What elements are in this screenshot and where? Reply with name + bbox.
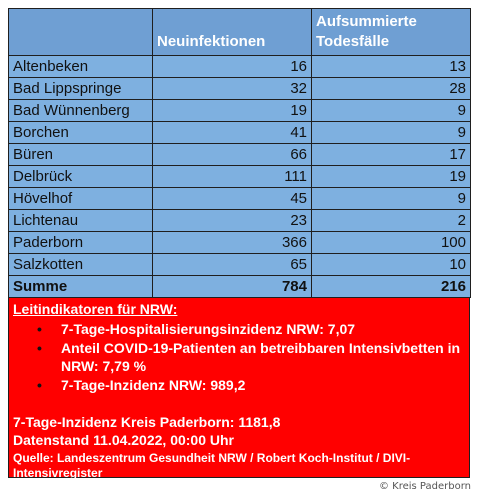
indicator-box bbox=[8, 298, 470, 478]
report-container bbox=[8, 8, 470, 478]
deaths-value: 19 bbox=[312, 166, 471, 188]
indicator-heading: Leitindikatoren für NRW: bbox=[13, 301, 178, 317]
table-row bbox=[9, 166, 471, 188]
indicator-list bbox=[13, 320, 465, 394]
deaths-value: 2 bbox=[312, 210, 471, 232]
table-row bbox=[9, 210, 471, 232]
municipality-name: Salzkotten bbox=[9, 254, 153, 276]
list-item: • 7-Tage-Hospitalisierungsinzidenz NRW: 7,07 bbox=[61, 320, 465, 338]
new-infections-value: 111 bbox=[153, 166, 312, 188]
new-infections-value: 65 bbox=[153, 254, 312, 276]
table-row bbox=[9, 188, 471, 210]
deaths-value: 28 bbox=[312, 78, 471, 100]
municipality-name: Paderborn bbox=[9, 232, 153, 254]
district-incidence: 7-Tage-Inzidenz Kreis Paderborn: 1181,8 bbox=[13, 414, 281, 430]
municipality-name: Bad Lippspringe bbox=[9, 78, 153, 100]
table-row bbox=[9, 100, 471, 122]
deaths-value: 9 bbox=[312, 100, 471, 122]
new-infections-value: 41 bbox=[153, 122, 312, 144]
sum-deaths: 216 bbox=[312, 276, 471, 298]
header-total-deaths: Aufsummierte Todesfälle bbox=[312, 9, 471, 56]
deaths-value: 9 bbox=[312, 188, 471, 210]
data-timestamp: Datenstand 11.04.2022, 00:00 Uhr bbox=[13, 432, 235, 448]
new-infections-value: 366 bbox=[153, 232, 312, 254]
deaths-value: 17 bbox=[312, 144, 471, 166]
table-header-row bbox=[9, 9, 471, 56]
deaths-value: 9 bbox=[312, 122, 471, 144]
table-row bbox=[9, 78, 471, 100]
table-row bbox=[9, 254, 471, 276]
new-infections-value: 16 bbox=[153, 56, 312, 78]
sum-new-infections: 784 bbox=[153, 276, 312, 298]
municipality-name: Büren bbox=[9, 144, 153, 166]
new-infections-value: 45 bbox=[153, 188, 312, 210]
municipality-name: Hövelhof bbox=[9, 188, 153, 210]
municipality-name: Altenbeken bbox=[9, 56, 153, 78]
municipality-name: Borchen bbox=[9, 122, 153, 144]
municipality-name: Bad Wünnenberg bbox=[9, 100, 153, 122]
table-row bbox=[9, 122, 471, 144]
sum-label: Summe bbox=[9, 276, 153, 298]
deaths-value: 100 bbox=[312, 232, 471, 254]
table-row bbox=[9, 232, 471, 254]
header-new-infections: Neuinfektionen bbox=[153, 9, 312, 56]
source-note: Quelle: Landeszentrum Gesundheit NRW / Robert Koch-Institut / DIVI-Intensivregister bbox=[13, 451, 411, 480]
list-item: • 7-Tage-Inzidenz NRW: 989,2 bbox=[61, 376, 465, 394]
table-sum-row bbox=[9, 276, 471, 298]
new-infections-value: 66 bbox=[153, 144, 312, 166]
deaths-value: 10 bbox=[312, 254, 471, 276]
new-infections-value: 19 bbox=[153, 100, 312, 122]
table-row bbox=[9, 144, 471, 166]
deaths-value: 13 bbox=[312, 56, 471, 78]
header-municipality bbox=[9, 9, 153, 56]
table-row bbox=[9, 56, 471, 78]
copyright-credit: © Kreis Paderborn bbox=[378, 481, 471, 492]
infection-table bbox=[8, 8, 471, 298]
municipality-name: Delbrück bbox=[9, 166, 153, 188]
list-item: • Anteil COVID-19-Patienten an betreibbaren Intensivbetten in NRW: 7,79 % bbox=[61, 339, 465, 375]
new-infections-value: 23 bbox=[153, 210, 312, 232]
municipality-name: Lichtenau bbox=[9, 210, 153, 232]
new-infections-value: 32 bbox=[153, 78, 312, 100]
